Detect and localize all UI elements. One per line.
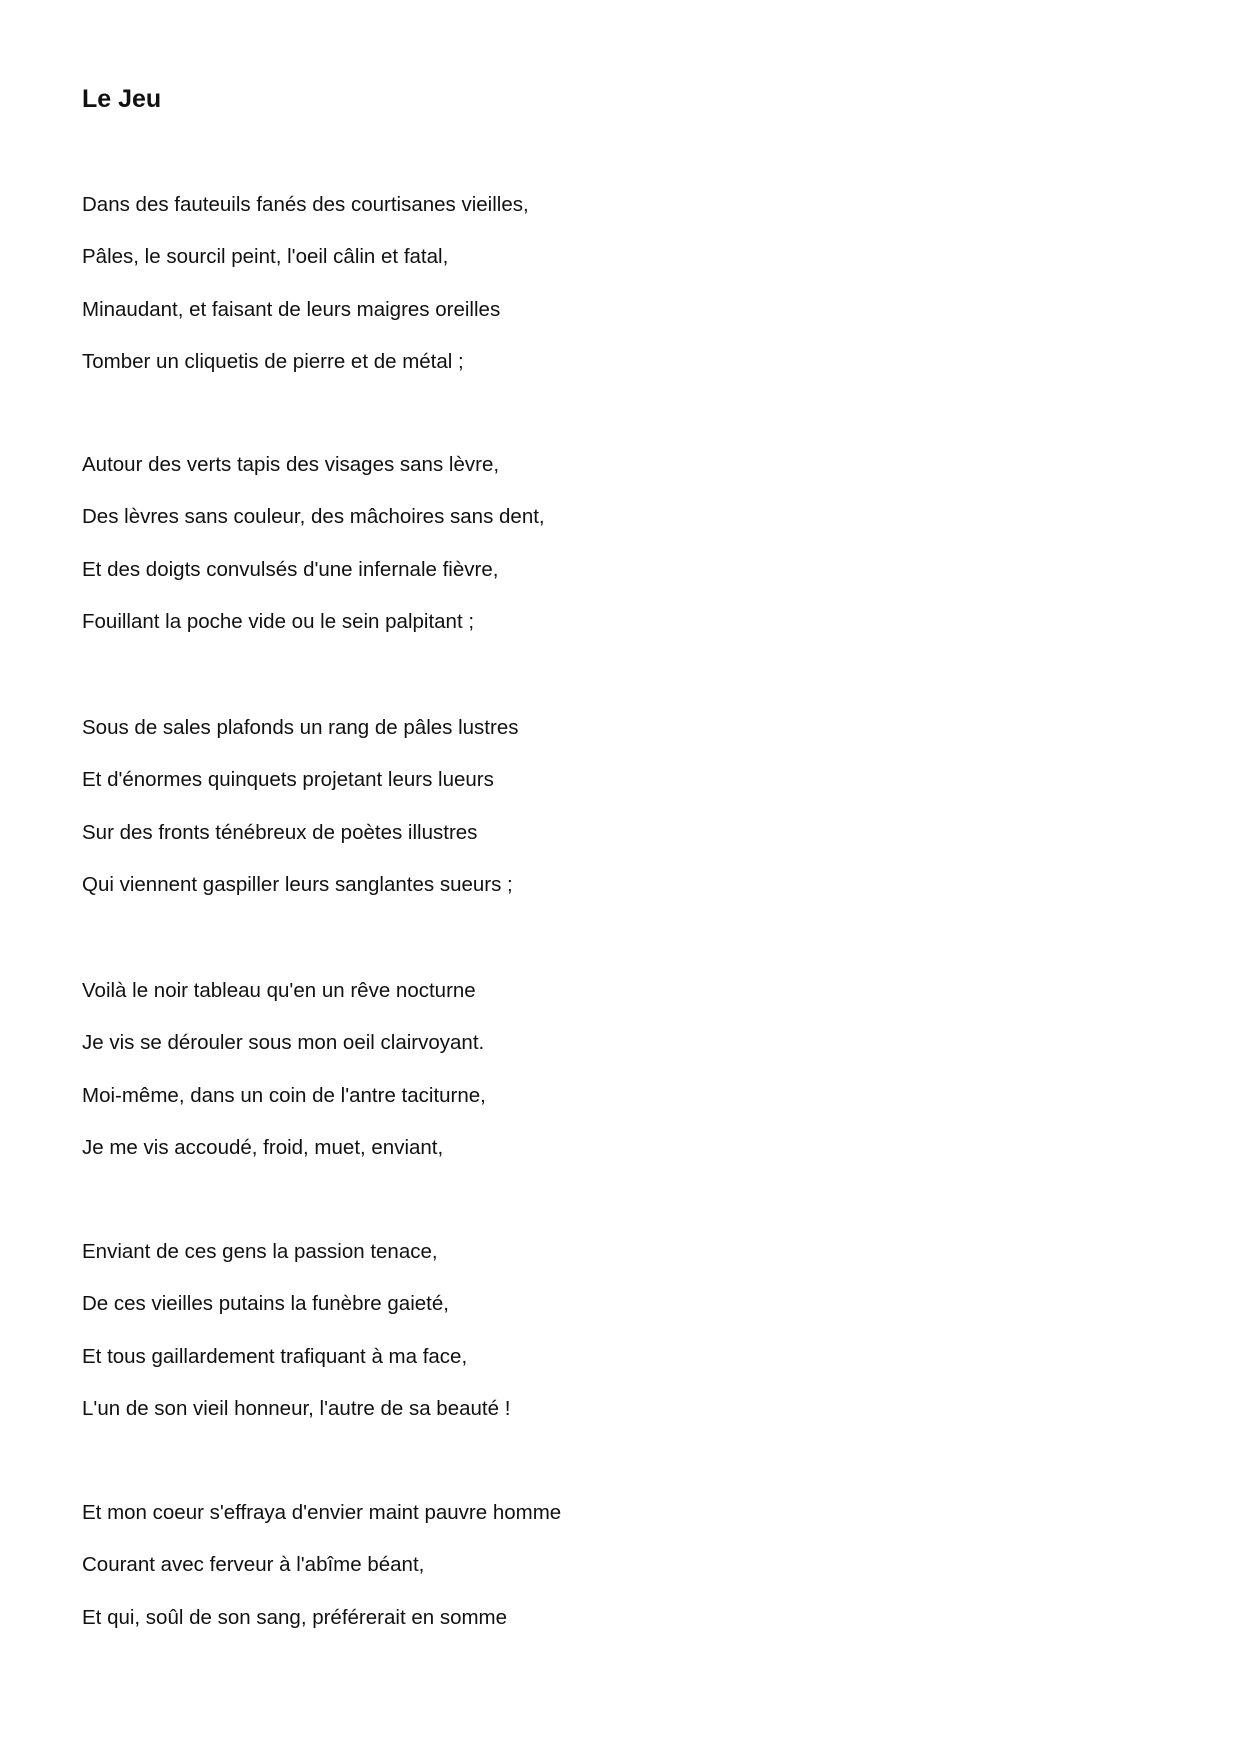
- poem-line: L'un de son vieil honneur, l'autre de sa beauté !: [82, 1397, 511, 1421]
- stanza-2: [82, 450, 1082, 660]
- stanza-1: [82, 190, 1082, 400]
- poem-line: Qui viennent gaspiller leurs sanglantes sueurs ;: [82, 873, 513, 897]
- poem-line: Et d'énormes quinquets projetant leurs lueurs: [82, 768, 494, 792]
- poem-line: Et tous gaillardement trafiquant à ma face,: [82, 1344, 468, 1368]
- poem-title: Le Jeu: [82, 85, 162, 113]
- poem-line: Sous de sales plafonds un rang de pâles lustres: [82, 716, 519, 739]
- poem-line: Et des doigts convulsés d'une infernale fièvre,: [82, 557, 499, 581]
- poem-line: De ces vieilles putains la funèbre gaieté,: [82, 1292, 449, 1316]
- poem-line: Et mon coeur s'effraya d'envier maint pauvre homme: [82, 1501, 562, 1524]
- poem-line: Fouillant la poche vide ou le sein palpitant ;: [82, 610, 475, 634]
- poem-line: Minaudant, et faisant de leurs maigres oreilles: [82, 297, 501, 321]
- stanza-3: [82, 713, 1082, 923]
- poem-line: Tomber un cliquetis de pierre et de métal ;: [82, 350, 464, 374]
- stanza-6: [82, 1498, 1082, 1655]
- poem-line: Autour des verts tapis des visages sans lèvre,: [82, 453, 500, 476]
- poem-line: Pâles, le sourcil peint, l'oeil câlin et fatal,: [82, 245, 449, 269]
- poem-line: Dans des fauteuils fanés des courtisanes vieilles,: [82, 193, 529, 216]
- poem-line: Sur des fronts ténébreux de poètes illustres: [82, 820, 478, 844]
- poem-line: Et qui, soûl de son sang, préférerait en somme: [82, 1605, 508, 1629]
- stanza-4: [82, 976, 1082, 1186]
- poem-line: Voilà le noir tableau qu'en un rêve nocturne: [82, 979, 476, 1002]
- poem-line: Je me vis accoudé, froid, muet, enviant,: [82, 1136, 444, 1160]
- stanza-5: [82, 1237, 1082, 1447]
- poem-line: Courant avec ferveur à l'abîme béant,: [82, 1553, 425, 1577]
- poem-line: Je vis se dérouler sous mon oeil clairvoyant.: [82, 1031, 485, 1055]
- poem-line: Des lèvres sans couleur, des mâchoires sans dent,: [82, 505, 545, 529]
- poem-line: Moi-même, dans un coin de l'antre taciturne,: [82, 1083, 486, 1107]
- poem-line: Enviant de ces gens la passion tenace,: [82, 1240, 438, 1263]
